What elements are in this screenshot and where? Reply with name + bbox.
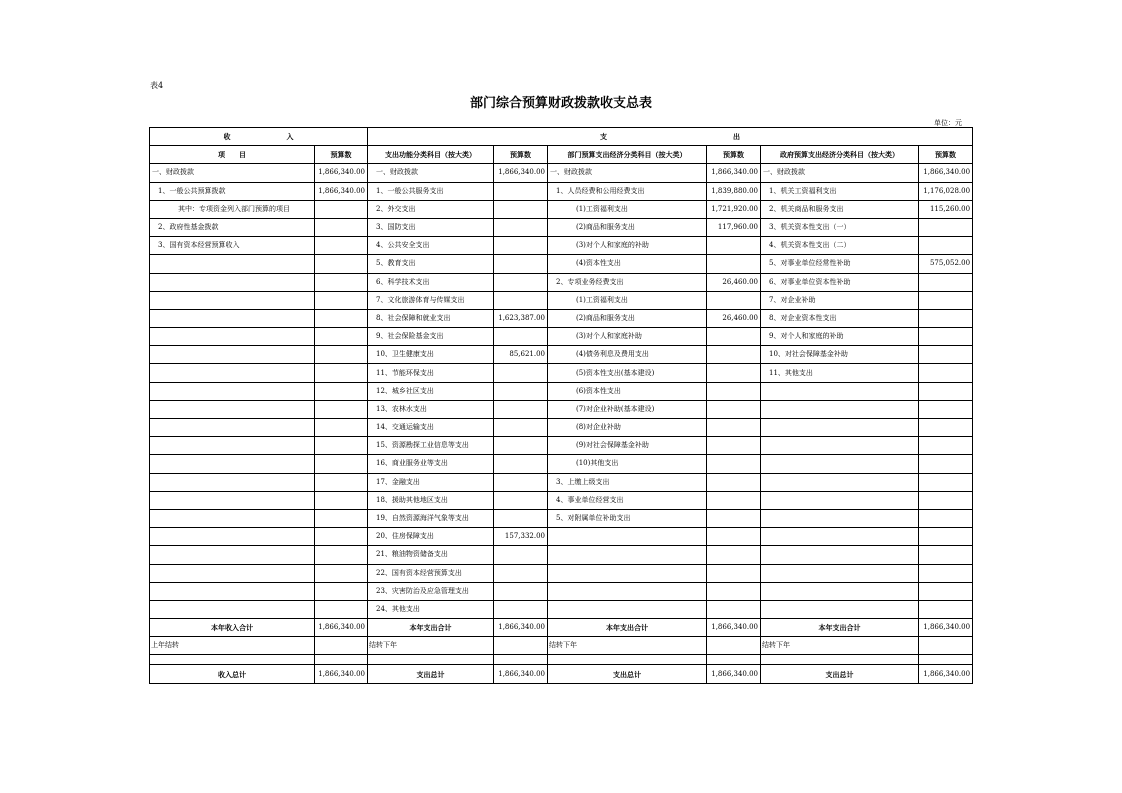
column-header-row — [150, 146, 973, 164]
dept-econ-item-cell: 3、上缴上级支出 — [548, 473, 707, 491]
func-budget-cell — [494, 200, 548, 218]
func-budget-cell — [494, 600, 548, 618]
grand-gov-total-label: 支出总计 — [761, 665, 919, 683]
income-group-header: 收 入 — [150, 128, 368, 146]
grand-dept-total-label: 支出总计 — [548, 665, 707, 683]
gov-next-year-value — [919, 637, 973, 655]
gov-budget-cell — [919, 364, 973, 382]
income-item-cell — [150, 437, 315, 455]
dept-econ-item-cell: (10)其他支出 — [548, 455, 707, 473]
func-budget-cell — [494, 364, 548, 382]
spacer-cell — [150, 655, 315, 665]
income-budget-cell — [315, 564, 368, 582]
table-row — [150, 419, 973, 437]
gov-econ-item-cell: 2、机关商品和服务支出 — [761, 200, 919, 218]
gov-econ-item-cell — [761, 546, 919, 564]
dept-budget-cell — [707, 455, 761, 473]
func-budget-cell: 85,621.00 — [494, 346, 548, 364]
dept-budget-cell: 117,960.00 — [707, 218, 761, 236]
annual-total-row — [150, 619, 973, 637]
dept-econ-item-cell: (6)资本性支出 — [548, 382, 707, 400]
dept-budget-cell — [707, 582, 761, 600]
col-header-income-budget: 预算数 — [315, 146, 368, 164]
document-title: 部门综合预算财政拨款收支总表 — [469, 96, 652, 111]
gov-econ-item-cell — [761, 491, 919, 509]
gov-econ-item-cell: 4、机关资本性支出（二） — [761, 237, 919, 255]
gov-budget-cell: 1,176,028.00 — [919, 182, 973, 200]
gov-econ-item-cell — [761, 582, 919, 600]
grand-gov-total-value: 1,866,340.00 — [919, 665, 973, 683]
spacer-cell — [707, 655, 761, 665]
carry-row — [150, 637, 973, 655]
income-item-cell: 3、国有资本经营预算收入 — [150, 237, 315, 255]
table-row — [150, 273, 973, 291]
dept-budget-cell — [707, 364, 761, 382]
income-budget-cell — [315, 218, 368, 236]
income-item-cell — [150, 255, 315, 273]
func-class-item-cell: 一、财政拨款 — [368, 164, 494, 182]
dept-econ-item-cell: (1)工资福利支出 — [548, 200, 707, 218]
table-row — [150, 491, 973, 509]
spacer-row — [150, 655, 973, 665]
income-budget-cell — [315, 255, 368, 273]
dept-budget-cell — [707, 564, 761, 582]
spacer-cell — [761, 655, 919, 665]
col-header-gov-econ: 政府预算支出经济分类科目（按大类） — [761, 146, 919, 164]
gov-budget-cell — [919, 273, 973, 291]
gov-budget-cell — [919, 509, 973, 527]
gov-econ-item-cell: 6、对事业单位资本性补助 — [761, 273, 919, 291]
func-budget-cell — [494, 400, 548, 418]
func-class-item-cell: 24、其他支出 — [368, 600, 494, 618]
func-class-item-cell: 8、社会保障和就业支出 — [368, 309, 494, 327]
func-class-item-cell: 12、城乡社区支出 — [368, 382, 494, 400]
income-budget-cell — [315, 473, 368, 491]
func-budget-cell — [494, 182, 548, 200]
gov-econ-item-cell — [761, 600, 919, 618]
func-budget-cell — [494, 491, 548, 509]
func-class-item-cell: 1、一般公共服务支出 — [368, 182, 494, 200]
col-header-dept-budget: 预算数 — [707, 146, 761, 164]
dept-budget-cell — [707, 528, 761, 546]
table-row — [150, 364, 973, 382]
table-row — [150, 528, 973, 546]
table-row — [150, 509, 973, 527]
spacer-cell — [315, 655, 368, 665]
grand-func-total-label: 支出总计 — [368, 665, 494, 683]
gov-econ-item-cell — [761, 419, 919, 437]
func-class-item-cell: 7、文化旅游体育与传媒支出 — [368, 291, 494, 309]
gov-budget-cell — [919, 419, 973, 437]
dept-econ-item-cell: (7)对企业补助(基本建设) — [548, 400, 707, 418]
annual-dept-total-label: 本年支出合计 — [548, 619, 707, 637]
income-item-cell: 一、财政拨款 — [150, 164, 315, 182]
table-row — [150, 218, 973, 236]
gov-budget-cell — [919, 218, 973, 236]
gov-econ-item-cell — [761, 509, 919, 527]
income-item-cell — [150, 546, 315, 564]
gov-econ-item-cell: 一、财政拨款 — [761, 164, 919, 182]
group-header-row — [150, 128, 973, 146]
income-item-cell — [150, 382, 315, 400]
gov-budget-cell — [919, 473, 973, 491]
gov-econ-item-cell: 8、对企业资本性支出 — [761, 309, 919, 327]
grand-income-total-value: 1,866,340.00 — [315, 665, 368, 683]
gov-budget-cell: 575,052.00 — [919, 255, 973, 273]
gov-budget-cell — [919, 237, 973, 255]
gov-econ-item-cell: 1、机关工资福利支出 — [761, 182, 919, 200]
grand-func-total-value: 1,866,340.00 — [494, 665, 548, 683]
annual-func-total-value: 1,866,340.00 — [494, 619, 548, 637]
income-budget-cell — [315, 382, 368, 400]
income-item-cell — [150, 309, 315, 327]
func-next-year-label: 结转下年 — [368, 637, 494, 655]
dept-budget-cell — [707, 546, 761, 564]
func-budget-cell — [494, 455, 548, 473]
table-row — [150, 582, 973, 600]
func-class-item-cell: 10、卫生健康支出 — [368, 346, 494, 364]
spacer-cell — [494, 655, 548, 665]
col-header-item: 项 目 — [150, 146, 315, 164]
dept-econ-item-cell — [548, 600, 707, 618]
gov-next-year-label: 结转下年 — [761, 637, 919, 655]
func-class-item-cell: 21、粮油物资储备支出 — [368, 546, 494, 564]
gov-budget-cell — [919, 309, 973, 327]
annual-gov-total-value: 1,866,340.00 — [919, 619, 973, 637]
func-budget-cell: 1,623,387.00 — [494, 309, 548, 327]
table-row — [150, 546, 973, 564]
gov-econ-item-cell — [761, 382, 919, 400]
dept-econ-item-cell — [548, 528, 707, 546]
dept-econ-item-cell: (1)工资福利支出 — [548, 291, 707, 309]
table-row — [150, 237, 973, 255]
table-row — [150, 164, 973, 182]
budget-summary-table — [149, 127, 973, 684]
func-class-item-cell: 16、商业服务业等支出 — [368, 455, 494, 473]
dept-budget-cell — [707, 346, 761, 364]
income-budget-cell — [315, 364, 368, 382]
prev-year-carry-value — [315, 637, 368, 655]
dept-budget-cell — [707, 291, 761, 309]
dept-next-year-value — [707, 637, 761, 655]
func-budget-cell — [494, 218, 548, 236]
income-item-cell — [150, 291, 315, 309]
gov-budget-cell — [919, 328, 973, 346]
func-class-item-cell: 22、国有资本经营预算支出 — [368, 564, 494, 582]
table-row — [150, 437, 973, 455]
dept-econ-item-cell: (4)资本性支出 — [548, 255, 707, 273]
unit-label: 单位：元 — [934, 119, 962, 127]
gov-budget-cell — [919, 346, 973, 364]
income-budget-cell — [315, 328, 368, 346]
gov-econ-item-cell: 7、对企业补助 — [761, 291, 919, 309]
dept-budget-cell — [707, 382, 761, 400]
dept-budget-cell — [707, 437, 761, 455]
table-row — [150, 328, 973, 346]
gov-econ-item-cell — [761, 400, 919, 418]
table-row — [150, 200, 973, 218]
gov-budget-cell — [919, 528, 973, 546]
gov-budget-cell — [919, 400, 973, 418]
income-budget-cell — [315, 528, 368, 546]
dept-econ-item-cell — [548, 564, 707, 582]
income-item-cell — [150, 455, 315, 473]
dept-econ-item-cell: (5)资本性支出(基本建设) — [548, 364, 707, 382]
table-row — [150, 564, 973, 582]
income-budget-cell — [315, 455, 368, 473]
grand-income-total-label: 收入总计 — [150, 665, 315, 683]
gov-econ-item-cell — [761, 528, 919, 546]
gov-econ-item-cell: 11、其他支出 — [761, 364, 919, 382]
func-class-item-cell: 11、节能环保支出 — [368, 364, 494, 382]
table-row — [150, 291, 973, 309]
func-class-item-cell: 3、国防支出 — [368, 218, 494, 236]
func-budget-cell — [494, 382, 548, 400]
income-budget-cell — [315, 546, 368, 564]
income-budget-cell — [315, 509, 368, 527]
func-class-item-cell: 23、灾害防治及应急管理支出 — [368, 582, 494, 600]
table-row — [150, 382, 973, 400]
func-class-item-cell: 20、住房保障支出 — [368, 528, 494, 546]
dept-econ-item-cell: (8)对企业补助 — [548, 419, 707, 437]
gov-econ-item-cell: 5、对事业单位经常性补助 — [761, 255, 919, 273]
annual-gov-total-label: 本年支出合计 — [761, 619, 919, 637]
dept-budget-cell: 26,460.00 — [707, 273, 761, 291]
income-budget-cell — [315, 346, 368, 364]
income-item-cell — [150, 328, 315, 346]
table-number: 表4 — [150, 81, 164, 90]
spacer-cell — [368, 655, 494, 665]
table-row — [150, 309, 973, 327]
func-class-item-cell: 2、外交支出 — [368, 200, 494, 218]
annual-func-total-label: 本年支出合计 — [368, 619, 494, 637]
table-row — [150, 455, 973, 473]
income-budget-cell — [315, 582, 368, 600]
dept-econ-item-cell: (2)商品和服务支出 — [548, 218, 707, 236]
income-item-cell: 其中：专项资金列入部门预算的项目 — [150, 200, 315, 218]
expense-group-header: 支 出 — [368, 128, 973, 146]
func-class-item-cell: 17、金融支出 — [368, 473, 494, 491]
dept-budget-cell — [707, 255, 761, 273]
gov-econ-item-cell: 9、对个人和家庭的补助 — [761, 328, 919, 346]
spacer-cell — [919, 655, 973, 665]
prev-year-carry-label: 上年结转 — [150, 637, 315, 655]
table-row — [150, 346, 973, 364]
table-row — [150, 600, 973, 618]
dept-budget-cell: 1,839,880.00 — [707, 182, 761, 200]
gov-budget-cell — [919, 437, 973, 455]
dept-econ-item-cell — [548, 582, 707, 600]
gov-econ-item-cell: 10、对社会保障基金补助 — [761, 346, 919, 364]
gov-budget-cell — [919, 582, 973, 600]
func-budget-cell — [494, 473, 548, 491]
func-budget-cell — [494, 582, 548, 600]
annual-dept-total-value: 1,866,340.00 — [707, 619, 761, 637]
annual-income-total-label: 本年收入合计 — [150, 619, 315, 637]
dept-budget-cell — [707, 237, 761, 255]
dept-budget-cell: 1,866,340.00 — [707, 164, 761, 182]
income-item-cell — [150, 364, 315, 382]
dept-econ-item-cell: (4)债务利息及费用支出 — [548, 346, 707, 364]
table-row — [150, 400, 973, 418]
gov-budget-cell: 115,260.00 — [919, 200, 973, 218]
dept-budget-cell — [707, 509, 761, 527]
dept-budget-cell — [707, 491, 761, 509]
func-budget-cell — [494, 237, 548, 255]
func-budget-cell — [494, 328, 548, 346]
dept-budget-cell — [707, 473, 761, 491]
income-budget-cell — [315, 237, 368, 255]
gov-econ-item-cell: 3、机关资本性支出（一） — [761, 218, 919, 236]
table-data-body — [150, 164, 973, 619]
dept-econ-item-cell: 5、对附属单位补助支出 — [548, 509, 707, 527]
dept-econ-item-cell — [548, 546, 707, 564]
func-budget-cell — [494, 564, 548, 582]
income-item-cell — [150, 582, 315, 600]
func-budget-cell — [494, 437, 548, 455]
func-class-item-cell: 15、资源勘探工业信息等支出 — [368, 437, 494, 455]
dept-econ-item-cell: (3)对个人和家庭的补助 — [548, 237, 707, 255]
income-item-cell: 2、政府性基金拨款 — [150, 218, 315, 236]
dept-econ-item-cell: (9)对社会保障基金补助 — [548, 437, 707, 455]
income-item-cell — [150, 564, 315, 582]
func-class-item-cell: 4、公共安全支出 — [368, 237, 494, 255]
col-header-gov-budget: 预算数 — [919, 146, 973, 164]
income-budget-cell — [315, 491, 368, 509]
dept-budget-cell: 1,721,920.00 — [707, 200, 761, 218]
income-item-cell — [150, 473, 315, 491]
income-budget-cell: 1,866,340.00 — [315, 164, 368, 182]
col-header-func-class: 支出功能分类科目（按大类） — [368, 146, 494, 164]
income-item-cell — [150, 346, 315, 364]
func-budget-cell — [494, 291, 548, 309]
income-budget-cell — [315, 400, 368, 418]
grand-total-row — [150, 665, 973, 683]
income-item-cell: 1、一般公共预算拨款 — [150, 182, 315, 200]
gov-econ-item-cell — [761, 473, 919, 491]
income-budget-cell — [315, 309, 368, 327]
income-budget-cell — [315, 419, 368, 437]
annual-income-total-value: 1,866,340.00 — [315, 619, 368, 637]
income-item-cell — [150, 600, 315, 618]
gov-budget-cell — [919, 291, 973, 309]
func-budget-cell: 1,866,340.00 — [494, 164, 548, 182]
gov-budget-cell — [919, 564, 973, 582]
income-budget-cell — [315, 200, 368, 218]
income-item-cell — [150, 400, 315, 418]
dept-econ-item-cell: 4、事业单位经营支出 — [548, 491, 707, 509]
col-header-func-budget: 预算数 — [494, 146, 548, 164]
dept-budget-cell — [707, 419, 761, 437]
dept-next-year-label: 结转下年 — [548, 637, 707, 655]
func-next-year-value — [494, 637, 548, 655]
income-budget-cell: 1,866,340.00 — [315, 182, 368, 200]
dept-econ-item-cell: 一、财政拨款 — [548, 164, 707, 182]
func-class-item-cell: 18、援助其他地区支出 — [368, 491, 494, 509]
func-budget-cell — [494, 255, 548, 273]
income-item-cell — [150, 528, 315, 546]
spacer-cell — [548, 655, 707, 665]
income-budget-cell — [315, 291, 368, 309]
dept-budget-cell — [707, 400, 761, 418]
gov-budget-cell — [919, 546, 973, 564]
gov-econ-item-cell — [761, 437, 919, 455]
income-item-cell — [150, 419, 315, 437]
gov-econ-item-cell — [761, 455, 919, 473]
gov-budget-cell — [919, 455, 973, 473]
gov-budget-cell — [919, 491, 973, 509]
func-class-item-cell: 9、社会保险基金支出 — [368, 328, 494, 346]
dept-budget-cell — [707, 328, 761, 346]
income-item-cell — [150, 491, 315, 509]
gov-econ-item-cell — [761, 564, 919, 582]
func-class-item-cell: 14、交通运输支出 — [368, 419, 494, 437]
func-class-item-cell: 5、教育支出 — [368, 255, 494, 273]
income-budget-cell — [315, 437, 368, 455]
func-class-item-cell: 6、科学技术支出 — [368, 273, 494, 291]
table-row — [150, 255, 973, 273]
func-budget-cell: 157,332.00 — [494, 528, 548, 546]
gov-budget-cell: 1,866,340.00 — [919, 164, 973, 182]
func-budget-cell — [494, 546, 548, 564]
dept-budget-cell — [707, 600, 761, 618]
dept-budget-cell: 26,460.00 — [707, 309, 761, 327]
func-class-item-cell: 13、农林水支出 — [368, 400, 494, 418]
gov-budget-cell — [919, 382, 973, 400]
grand-dept-total-value: 1,866,340.00 — [707, 665, 761, 683]
func-budget-cell — [494, 273, 548, 291]
income-budget-cell — [315, 600, 368, 618]
func-budget-cell — [494, 509, 548, 527]
col-header-dept-econ: 部门预算支出经济分类科目（按大类） — [548, 146, 707, 164]
gov-budget-cell — [919, 600, 973, 618]
dept-econ-item-cell: 1、人员经费和公用经费支出 — [548, 182, 707, 200]
func-class-item-cell: 19、自然资源海洋气象等支出 — [368, 509, 494, 527]
dept-econ-item-cell: (3)对个人和家庭补助 — [548, 328, 707, 346]
dept-econ-item-cell: (2)商品和服务支出 — [548, 309, 707, 327]
table-row — [150, 473, 973, 491]
func-budget-cell — [494, 419, 548, 437]
table-row — [150, 182, 973, 200]
dept-econ-item-cell: 2、专项业务经费支出 — [548, 273, 707, 291]
income-item-cell — [150, 273, 315, 291]
income-budget-cell — [315, 273, 368, 291]
income-item-cell — [150, 509, 315, 527]
